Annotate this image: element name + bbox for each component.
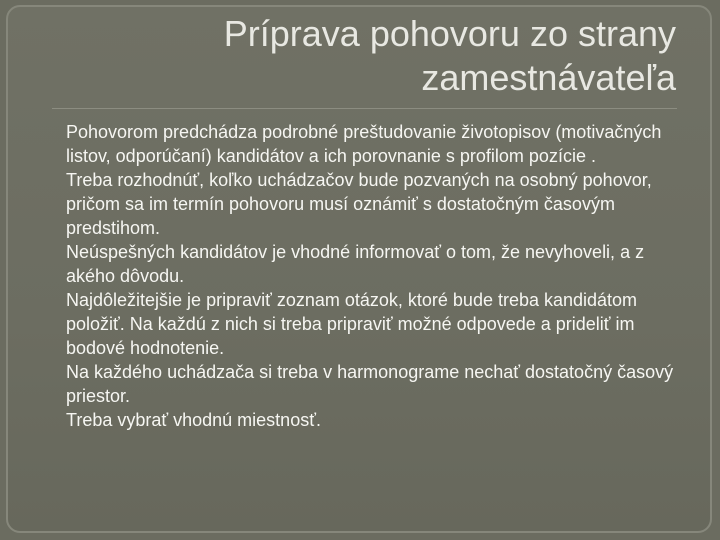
list-item [46,408,686,432]
list-item-text: Na každého uchádzača si treba v harmonograme nechať dostatočný časový priestor. [66,362,674,406]
list-item [46,360,686,408]
list-item [46,168,686,240]
list-item-text: Najdôležitejšie je pripraviť zoznam otázok, ktoré bude treba kandidátom položiť. Na každú z nich si treba pripraviť možné odpovede a prideliť im bodové hodnotenie. [66,290,638,358]
title-divider [52,108,677,109]
list-item [46,288,686,360]
list-item-text: Neúspešných kandidátov je vhodné informovať o tom, že nevyhoveli, a z akého dôvodu. [66,242,645,286]
list-item [46,240,686,288]
title-line-1: Príprava pohovoru zo strany [223,13,676,54]
list-item-text: Treba vybrať vhodnú miestnosť. [66,410,321,430]
list-item [46,120,686,168]
list-item-text: Treba rozhodnúť, koľko uchádzačov bude pozvaných na osobný pohovor, pričom sa im termín pohovoru musí oznámiť s dostatočným časovým predstihom. [66,170,652,238]
title-line-2: zamestnávateľa [421,57,676,98]
list-item-text: Pohovorom predchádza podrobné preštudovanie životopisov (motivačných listov, odporúčaní) kandidátov a ich porovnanie s profilom pozície . [66,122,662,166]
slide-title [116,12,676,100]
bullet-list [46,120,686,432]
